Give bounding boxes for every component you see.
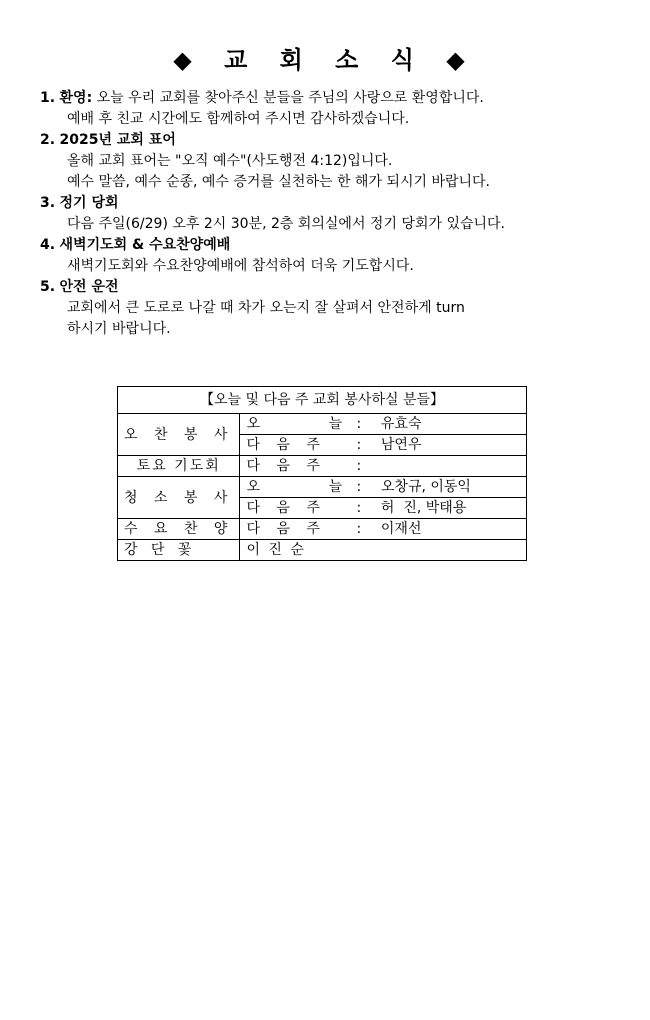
when-label: 다 음 주 bbox=[246, 521, 326, 537]
colon: : bbox=[356, 458, 362, 474]
item-heading: 2025년 교회 표어 bbox=[59, 132, 176, 148]
volunteer-name: 허 진, 박태용 bbox=[380, 500, 467, 516]
role-cell: 수 요 찬 양 bbox=[118, 519, 240, 540]
page-title: ◆ 교 회 소 식 ◆ bbox=[173, 46, 477, 74]
role-cell: 오 찬 봉 사 bbox=[118, 414, 240, 456]
news-item-prayer bbox=[40, 235, 630, 277]
entry-cell bbox=[240, 456, 527, 477]
item-line: 예배 후 친교 시간에도 함께하여 주시면 감사하겠습니다. bbox=[67, 111, 410, 127]
when-label: 다 음 주 bbox=[246, 500, 326, 516]
item-head bbox=[40, 277, 630, 298]
when-label: 오 늘 bbox=[246, 479, 349, 495]
volunteer-name: 유효숙 bbox=[380, 416, 422, 432]
item-heading: 새벽기도회 & 수요찬양예배 bbox=[59, 237, 231, 253]
news-item-session bbox=[40, 193, 630, 235]
news-item-safety bbox=[40, 277, 630, 340]
item-inline-text: 오늘 우리 교회를 찾아주신 분들을 주님의 사랑으로 환영합니다. bbox=[92, 90, 484, 106]
volunteer-header: 【오늘 및 다음 주 교회 봉사하실 분들】 bbox=[118, 387, 527, 414]
entry-cell bbox=[240, 540, 527, 561]
table-row bbox=[118, 540, 527, 561]
item-number: 4. bbox=[40, 237, 56, 253]
volunteer-table bbox=[117, 386, 527, 561]
role-cell: 청 소 봉 사 bbox=[118, 477, 240, 519]
item-line: 새벽기도회와 수요찬양예배에 참석하여 더욱 기도합시다. bbox=[67, 258, 414, 274]
item-head bbox=[40, 235, 630, 256]
item-line: 예수 말씀, 예수 순종, 예수 증거를 실천하는 한 해가 되시기 바랍니다. bbox=[67, 174, 490, 190]
item-number: 5. bbox=[40, 279, 56, 295]
entry-cell bbox=[240, 477, 527, 498]
table-row bbox=[118, 477, 527, 498]
when-label: 오 늘 bbox=[246, 416, 349, 432]
when-label: 다 음 주 bbox=[246, 458, 326, 474]
volunteer-name: 남연우 bbox=[380, 437, 422, 453]
role-cell: 토요 기도회 bbox=[118, 456, 240, 477]
item-line: 교회에서 큰 도로로 나갈 때 차가 오는지 잘 살펴서 안전하게 turn bbox=[67, 300, 465, 316]
table-row bbox=[118, 414, 527, 435]
colon: : bbox=[356, 437, 362, 453]
volunteer-name: 이재선 bbox=[380, 521, 422, 537]
volunteer-header-row bbox=[118, 387, 527, 414]
when-label: 다 음 주 bbox=[246, 437, 326, 453]
news-item-welcome bbox=[40, 88, 630, 130]
table-row bbox=[118, 456, 527, 477]
item-heading: 정기 당회 bbox=[59, 195, 119, 211]
colon: : bbox=[356, 521, 362, 537]
item-number: 3. bbox=[40, 195, 56, 211]
news-item-motto bbox=[40, 130, 630, 193]
item-line: 하시기 바랍니다. bbox=[67, 321, 171, 337]
item-line: 올해 교회 표어는 "오직 예수"(사도행전 4:12)입니다. bbox=[67, 153, 393, 169]
colon: : bbox=[356, 416, 362, 432]
item-number: 1. bbox=[40, 90, 56, 106]
item-head bbox=[40, 130, 630, 151]
entry-cell bbox=[240, 435, 527, 456]
news-list bbox=[40, 88, 630, 340]
item-head bbox=[40, 88, 630, 109]
colon: : bbox=[356, 500, 362, 516]
entry-cell bbox=[240, 519, 527, 540]
table-row bbox=[118, 519, 527, 540]
colon: : bbox=[356, 479, 362, 495]
item-heading: 환영: bbox=[59, 90, 93, 106]
role-cell: 강 단 꽃 bbox=[118, 540, 240, 561]
item-line: 다음 주일(6/29) 오후 2시 30분, 2층 회의실에서 정기 당회가 있습니다. bbox=[67, 216, 505, 232]
item-heading: 안전 운전 bbox=[59, 279, 119, 295]
item-number: 2. bbox=[40, 132, 56, 148]
entry-cell bbox=[240, 498, 527, 519]
volunteer-name: 오창규, 이동익 bbox=[380, 479, 471, 495]
entry-cell bbox=[240, 414, 527, 435]
item-head bbox=[40, 193, 630, 214]
volunteer-name: 이 진 순 bbox=[246, 542, 306, 558]
